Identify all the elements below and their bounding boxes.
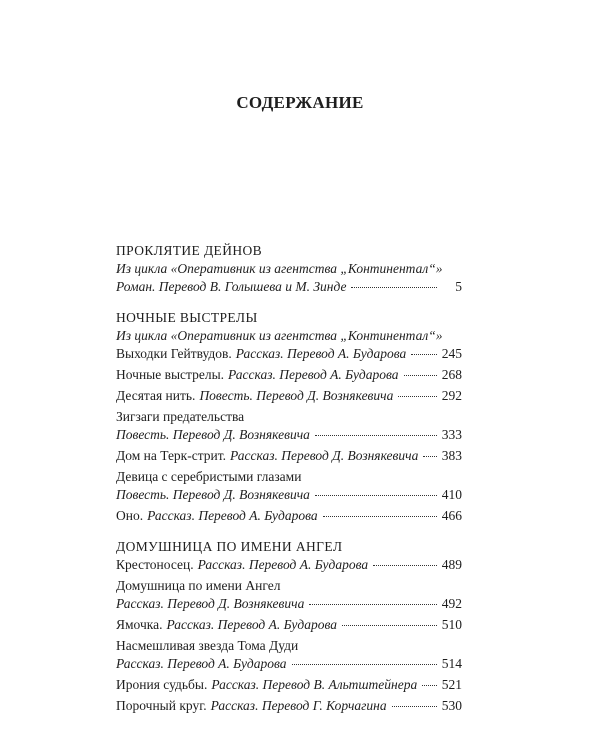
entry-detail-line xyxy=(116,655,462,673)
entry-title: Десятая нить. xyxy=(116,388,196,403)
page-number: 466 xyxy=(441,508,462,523)
entry-line xyxy=(116,278,462,296)
entry-title: Насмешливая звезда Тома Дуди xyxy=(116,638,299,653)
toc-entry[interactable] xyxy=(116,637,462,673)
entry-title: Ирония судьбы. xyxy=(116,677,208,692)
entry-title: Дом на Терк-стрит. xyxy=(116,448,227,463)
entry-title: Зигзаги предательства xyxy=(116,409,245,424)
dot-leader xyxy=(351,287,437,288)
toc-entry[interactable] xyxy=(116,697,462,715)
dot-leader xyxy=(315,435,437,436)
dot-leader xyxy=(292,664,438,665)
section-subtitle: Из цикла «Оперативник из агентства „Континентал“» xyxy=(116,328,443,343)
toc-entry[interactable] xyxy=(116,387,462,405)
entry-description: Рассказ. Перевод Г. Корчагина xyxy=(210,698,387,713)
page-number: 333 xyxy=(441,427,462,442)
entry-title-line xyxy=(116,468,462,486)
dot-leader xyxy=(373,565,437,566)
entry-description: Повесть. Перевод Д. Вознякевича xyxy=(199,388,394,403)
toc-entry[interactable] xyxy=(116,408,462,444)
table-of-contents xyxy=(116,242,462,728)
toc-entry[interactable] xyxy=(116,556,462,574)
entry-title: Ночные выстрелы. xyxy=(116,367,225,382)
dot-leader xyxy=(315,495,437,496)
entry-description: Повесть. Перевод Д. Вознякевича xyxy=(116,487,310,502)
entry-title: Выходки Гейтвудов. xyxy=(116,346,232,361)
page-number: 5 xyxy=(455,279,462,294)
entry-title: Порочный круг. xyxy=(116,698,207,713)
entry-title-line xyxy=(116,637,462,655)
toc-entry[interactable] xyxy=(116,345,462,363)
entry-line xyxy=(116,366,462,384)
entry-description: Роман. Перевод В. Голышева и М. Зинде xyxy=(116,279,347,294)
page-number: 292 xyxy=(441,388,462,403)
dot-leader xyxy=(323,516,437,517)
dot-leader xyxy=(404,375,437,376)
toc-entry[interactable] xyxy=(116,447,462,465)
entry-title: Домушница по имени Ангел xyxy=(116,578,281,593)
toc-section xyxy=(116,309,462,525)
page-number: 489 xyxy=(441,557,462,572)
toc-entry[interactable] xyxy=(116,577,462,613)
dot-leader xyxy=(398,396,437,397)
entry-description: Рассказ. Перевод А. Бударова xyxy=(166,617,337,632)
dot-leader xyxy=(411,354,437,355)
entry-description: Рассказ. Перевод А. Бударова xyxy=(116,656,287,671)
section-title: НОЧНЫЕ ВЫСТРЕЛЫ xyxy=(116,310,258,325)
section-subtitle: Из цикла «Оперативник из агентства „Континентал“» xyxy=(116,261,443,276)
entry-description: Рассказ. Перевод А. Бударова xyxy=(147,508,318,523)
dot-leader xyxy=(423,456,437,457)
entry-detail-line xyxy=(116,486,462,504)
page-number: 510 xyxy=(441,617,462,632)
page-number: 521 xyxy=(441,677,462,692)
entry-title-line xyxy=(116,408,462,426)
entry-description: Рассказ. Перевод А. Бударова xyxy=(235,346,407,361)
entry-title: Девица с серебристыми глазами xyxy=(116,469,302,484)
entry-line xyxy=(116,345,462,363)
page-number: 514 xyxy=(441,656,462,671)
entry-description: Повесть. Перевод Д. Вознякевича xyxy=(116,427,310,442)
entry-description: Рассказ. Перевод А. Бударова xyxy=(228,367,399,382)
page-number: 245 xyxy=(441,346,462,361)
entry-detail-line xyxy=(116,426,462,444)
entry-line xyxy=(116,616,462,634)
dot-leader xyxy=(309,604,437,605)
dot-leader xyxy=(392,706,437,707)
entry-line xyxy=(116,676,462,694)
entry-line xyxy=(116,447,462,465)
dot-leader xyxy=(422,685,437,686)
section-title: ПРОКЛЯТИЕ ДЕЙНОВ xyxy=(116,243,263,258)
page-number: 268 xyxy=(441,367,462,382)
toc-entry[interactable] xyxy=(116,616,462,634)
toc-entry[interactable] xyxy=(116,507,462,525)
entry-title: Ямочка. xyxy=(116,617,163,632)
toc-entry[interactable] xyxy=(116,366,462,384)
entry-title: Оно. xyxy=(116,508,144,523)
toc-section xyxy=(116,538,462,715)
entry-title: Крестоносец. xyxy=(116,557,194,572)
entry-line xyxy=(116,387,462,405)
section-title: ДОМУШНИЦА ПО ИМЕНИ АНГЕЛ xyxy=(116,539,343,554)
entry-description: Рассказ. Перевод В. Альтштейнера xyxy=(211,677,418,692)
toc-entry[interactable] xyxy=(116,676,462,694)
entry-line xyxy=(116,507,462,525)
entry-title-line xyxy=(116,577,462,595)
page-number: 383 xyxy=(441,448,462,463)
page-title: СОДЕРЖАНИЕ xyxy=(236,93,364,112)
entry-description: Рассказ. Перевод Д. Вознякевича xyxy=(116,596,305,611)
toc-entry[interactable] xyxy=(116,468,462,504)
page-number: 530 xyxy=(441,698,462,713)
toc-entry[interactable] xyxy=(116,278,462,296)
dot-leader xyxy=(342,625,437,626)
entry-detail-line xyxy=(116,595,462,613)
entry-description: Рассказ. Перевод Д. Вознякевича xyxy=(230,448,419,463)
page-number: 492 xyxy=(441,596,462,611)
entry-line xyxy=(116,697,462,715)
entry-line xyxy=(116,556,462,574)
entry-description: Рассказ. Перевод А. Бударова xyxy=(197,557,369,572)
toc-section xyxy=(116,242,462,296)
page-number: 410 xyxy=(441,487,462,502)
